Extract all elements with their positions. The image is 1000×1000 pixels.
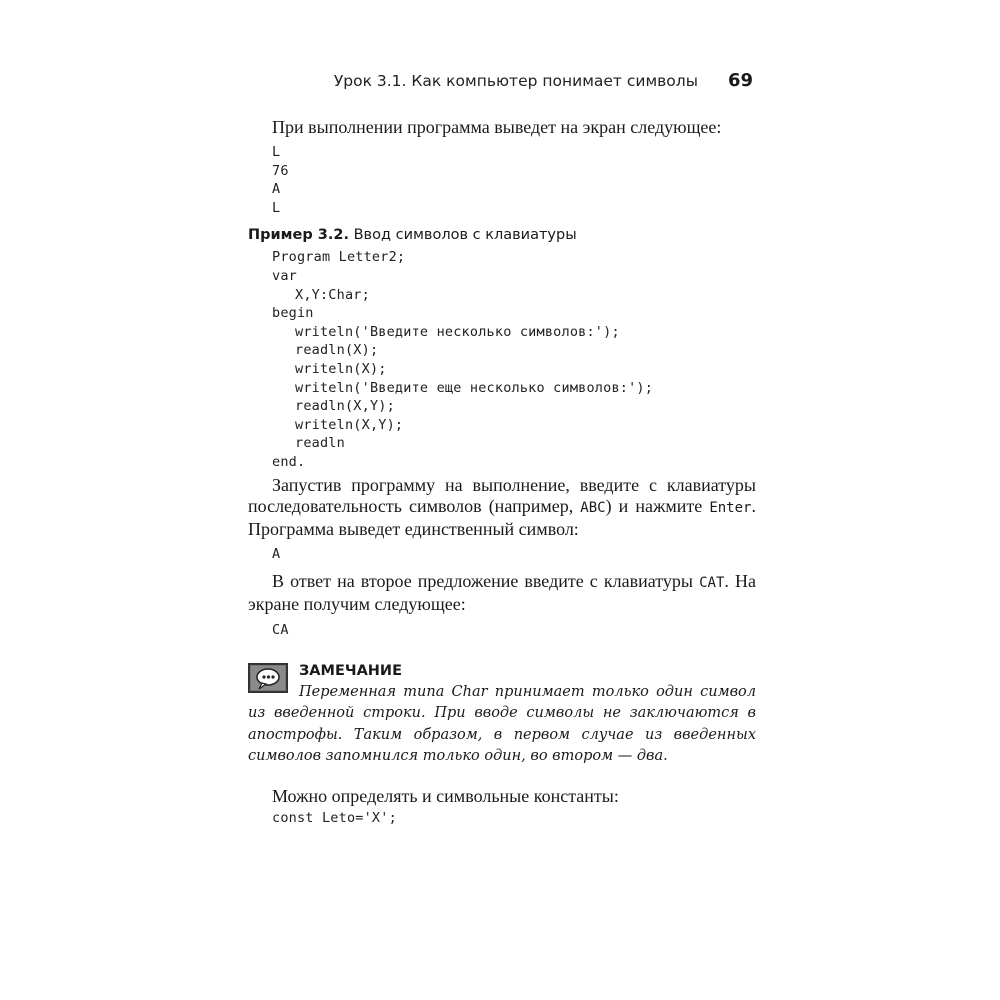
code-line: readln (295, 435, 345, 452)
code-line: Program Letter2; (272, 249, 406, 266)
speech-bubble-icon (248, 663, 288, 693)
example-caption: Ввод символов с клавиатуры (353, 227, 577, 244)
note-box (248, 662, 756, 768)
program-output-3 (272, 621, 756, 640)
note-heading: ЗАМЕЧАНИЕ (299, 662, 402, 679)
code-listing (272, 248, 756, 471)
code-line: X,Y:Char; (295, 286, 370, 303)
page-content (248, 117, 756, 827)
example-label: Пример 3.2. (248, 227, 349, 244)
program-output-2 (272, 545, 756, 564)
text-run: ) и нажмите (605, 495, 710, 516)
paragraph-run-program (248, 475, 756, 540)
note-text (248, 682, 756, 768)
running-header (248, 70, 753, 91)
page-number: 69 (727, 70, 753, 91)
example-title (248, 225, 756, 245)
header-title: Урок 3.1. Как компьютер понимает символы (333, 72, 698, 90)
text-run: . На экране получим следующее: (248, 571, 756, 615)
text-run: . Программа выведет единственный символ: (248, 495, 756, 539)
intro-paragraph: При выполнении программа выведет на экран следующее: (272, 117, 722, 137)
paragraph-constants: Можно определять и символьные константы: (272, 785, 619, 806)
output-line: A (272, 181, 281, 198)
code-line: readln(X,Y); (295, 398, 395, 415)
code-line: end. (272, 453, 306, 470)
code-line: begin (272, 305, 314, 322)
output-line: A (272, 545, 281, 562)
text-run: Запустив программу на выполнение, введите с клавиатуры последовательность символов (например, (248, 474, 756, 516)
code-line: var (272, 267, 297, 284)
output-line: CA (272, 622, 289, 639)
code-line: const Leto='X'; (272, 809, 397, 826)
const-declaration (272, 809, 756, 828)
inline-code: Enter (709, 499, 752, 516)
code-line: writeln(X,Y); (295, 416, 404, 433)
code-line: writeln('Введите еще несколько символов:'); (295, 379, 654, 396)
output-line: L (272, 199, 281, 216)
code-line: readln(X); (295, 342, 379, 359)
program-output-1 (272, 143, 756, 217)
inline-code: ABC (580, 499, 606, 516)
paragraph-second-input (248, 571, 756, 615)
note-body: Переменная типа Char принимает только один символ из введенной строки. При вводе символы не заключаются в апострофы. Таким образом, в первом случае из введенных символов запомнился только один, во втором — два. (248, 683, 756, 765)
code-line: writeln('Введите несколько символов:'); (295, 323, 620, 340)
output-line: L (272, 144, 281, 160)
output-line: 76 (272, 162, 289, 179)
inline-code: CAT (699, 575, 725, 592)
code-line: writeln(X); (295, 360, 387, 377)
text-run: В ответ на второе предложение введите с клавиатуры (272, 571, 700, 592)
